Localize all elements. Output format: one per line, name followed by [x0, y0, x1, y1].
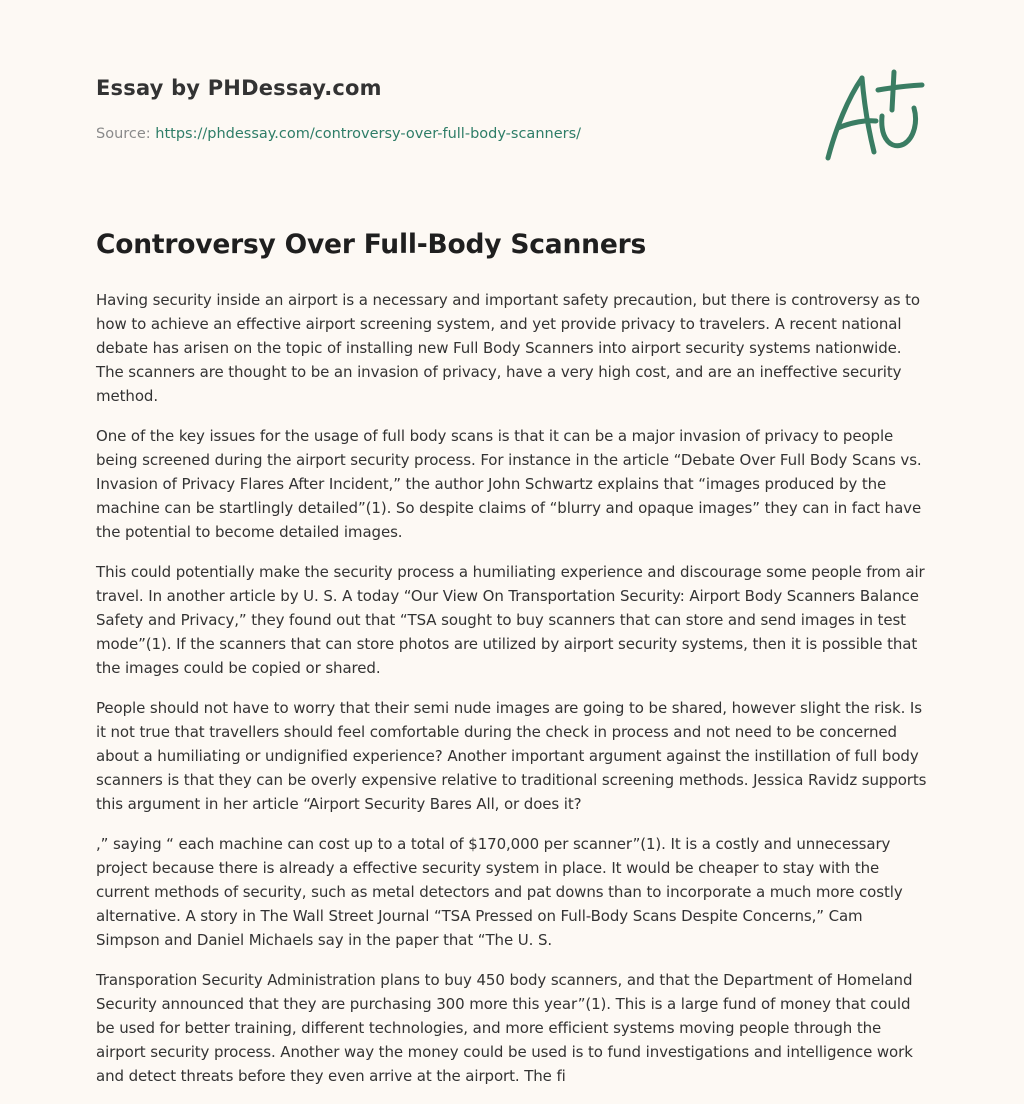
source-line [96, 126, 796, 142]
article-paragraph: Transporation Security Administration plans to buy 450 body scanners, and that the Department of Homeland Security announced that they are purchasing 300 more this year”(1). This is a large fund of money that could be used for better training, different technologies, and more efficient systems moving people through the airport security process. Another way the money could be used is to fund investigations and intelligence work and detect threats before they even arrive at the airport. The fi [96, 971, 913, 1085]
source-label: Source: [96, 126, 151, 142]
article-paragraph: ,” saying “ each machine can cost up to a total of $170,000 per scanner”(1). It is a costly and unnecessary project because there is already a effective security system in place. It would be cheaper to stay with the current methods of security, such as metal detectors and pat downs than to incorporate a much more costly alternative. A story in The Wall Street Journal “TSA Pressed on Full-Body Scans Despite Concerns,” Cam Simpson and Daniel Michaels say in the paper that “The U. S. [96, 835, 903, 949]
site-brand: Essay by PHDessay.com [96, 76, 382, 100]
article [96, 226, 930, 1104]
article-title: Controversy Over Full-Body Scanners [96, 229, 647, 260]
page-header [96, 76, 796, 142]
article-paragraph: One of the key issues for the usage of full body scans is that it can be a major invasion of privacy to people being screened during the airport security process. For instance in the article “Debate Over Full Body Scans vs. Invasion of Privacy Flares After Incident,” the author John Schwartz explains that “images produced by the machine can be startlingly detailed”(1). So despite claims of “blurry and opaque images” they can in fact have the potential to become detailed images. [96, 427, 922, 541]
source-link[interactable]: https://phdessay.com/controversy-over-full-body-scanners/ [155, 126, 582, 142]
article-paragraph: This could potentially make the security process a humiliating experience and discourage some people from air travel. In another article by U. S. A today “Our View On Transportation Security: Airport Body Scanners Balance Safety and Privacy,” they found out that “TSA sought to buy scanners that can store and send images in test mode”(1). If the scanners that can store photos are utilized by airport security systems, then it is possible that the images could be copied or shared. [96, 563, 925, 677]
article-paragraph: Having security inside an airport is a necessary and important safety precaution, but there is controversy as to how to achieve an effective airport screening system, and yet provide privacy to travelers. A recent national debate has arisen on the topic of installing new Full Body Scanners into airport security systems nationwide. The scanners are thought to be an invasion of privacy, have a very high cost, and are an ineffective security method. [96, 291, 920, 405]
a-plus-logo-icon [818, 66, 928, 166]
article-paragraph: People should not have to worry that their semi nude images are going to be shared, however slight the risk. Is it not true that travellers should feel comfortable during the check in process and not need to be concerned about a humiliating or undignified experience? Another important argument against the instillation of full body scanners is that they can be overly expensive relative to traditional screening methods. Jessica Ravidz supports this argument in her article “Airport Security Bares All, or does it? [96, 699, 927, 813]
